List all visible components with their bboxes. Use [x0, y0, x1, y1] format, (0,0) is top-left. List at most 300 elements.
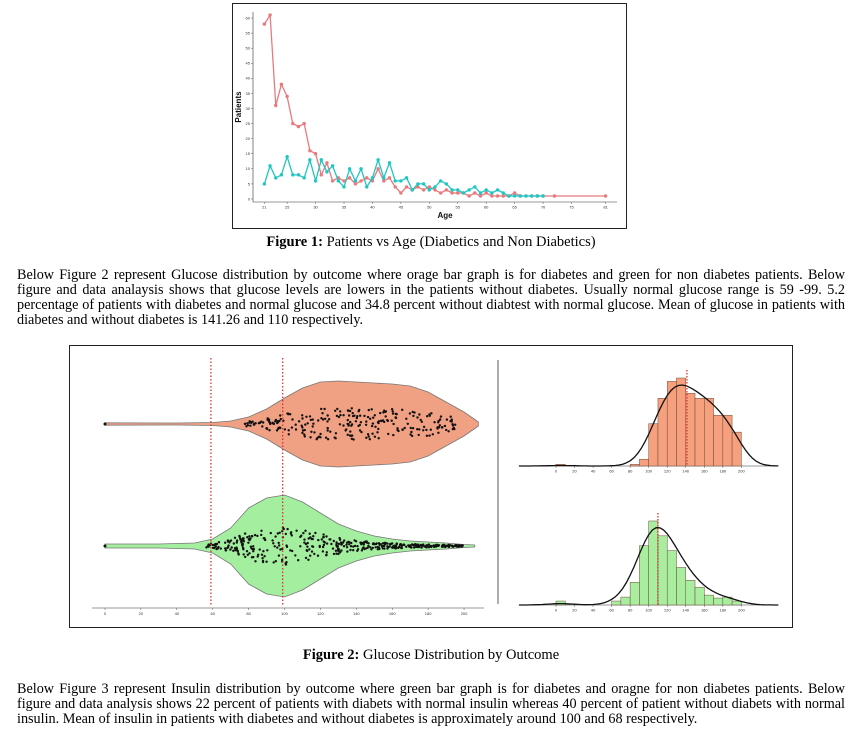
hist-x-tick-label: 20 — [572, 607, 577, 613]
swarm-dot-non-diabetes — [420, 546, 422, 548]
swarm-dot-non-diabetes — [339, 539, 341, 541]
hist-x-tick-label: 160 — [700, 607, 708, 613]
swarm-dot-non-diabetes — [259, 548, 261, 550]
swarm-dot-diabetes — [401, 428, 403, 430]
swarm-dot-non-diabetes — [216, 543, 218, 545]
swarm-dot-diabetes — [368, 435, 370, 437]
data-point — [314, 179, 317, 182]
swarm-dot-diabetes — [405, 418, 407, 420]
swarm-dot-diabetes — [372, 417, 374, 419]
swarm-dot-diabetes — [392, 423, 394, 425]
data-point — [604, 194, 607, 197]
swarm-dot-diabetes — [326, 420, 328, 422]
swarm-dot-non-diabetes — [230, 539, 232, 541]
swarm-dot-diabetes — [374, 414, 376, 416]
swarm-dot-diabetes — [319, 436, 321, 438]
histogram-bar — [723, 415, 732, 466]
swarm-dot-non-diabetes — [414, 543, 416, 545]
swarm-dot-non-diabetes — [430, 546, 432, 548]
violin-x-tick-label: 80 — [246, 611, 251, 616]
swarm-dot-diabetes — [276, 429, 278, 431]
hist-x-tick-label: 40 — [590, 607, 596, 613]
swarm-dot-non-diabetes — [252, 545, 254, 547]
swarm-dot-non-diabetes — [278, 544, 280, 546]
y-tick-label: 5 — [247, 181, 250, 187]
swarm-dot-diabetes — [374, 426, 376, 428]
swarm-dot-non-diabetes — [227, 539, 229, 541]
swarm-dot-non-diabetes — [246, 550, 248, 552]
swarm-dot-non-diabetes — [285, 533, 287, 535]
swarm-dot-non-diabetes — [265, 561, 267, 563]
swarm-dot-non-diabetes — [305, 557, 307, 559]
data-point — [376, 158, 379, 161]
x-tick-label: 30 — [313, 204, 318, 210]
swarm-dot-non-diabetes — [338, 548, 340, 550]
swarm-dot-non-diabetes — [378, 548, 380, 550]
swarm-dot-diabetes — [351, 423, 353, 425]
swarm-dot-diabetes — [323, 408, 325, 410]
data-point — [399, 179, 402, 182]
swarm-dot-non-diabetes — [367, 542, 369, 544]
swarm-dot-non-diabetes — [346, 546, 348, 548]
swarm-dot-diabetes — [249, 420, 251, 422]
swarm-dot-diabetes — [301, 414, 303, 416]
swarm-dot-non-diabetes — [346, 550, 348, 552]
data-point — [445, 182, 448, 185]
hist-x-tick-label: 140 — [682, 607, 690, 613]
swarm-dot-non-diabetes — [336, 543, 338, 545]
swarm-dot-diabetes — [387, 420, 389, 422]
swarm-dot-diabetes — [368, 409, 370, 411]
swarm-dot-non-diabetes — [272, 542, 274, 544]
x-axis-label: Age — [437, 211, 453, 220]
swarm-dot-diabetes — [272, 422, 274, 424]
data-point — [399, 191, 402, 194]
swarm-dot-diabetes — [385, 415, 387, 417]
histogram-bar — [676, 567, 685, 605]
hist-x-tick-label: 160 — [700, 468, 708, 474]
swarm-dot-diabetes — [249, 425, 251, 427]
swarm-dot-diabetes — [377, 422, 379, 424]
x-tick-label: 25 — [284, 204, 290, 210]
swarm-dot-non-diabetes — [378, 542, 380, 544]
swarm-dot-diabetes — [365, 424, 367, 426]
swarm-dot-non-diabetes — [399, 544, 401, 546]
data-point — [462, 191, 465, 194]
swarm-dot-non-diabetes — [317, 555, 319, 557]
data-point — [291, 122, 294, 125]
swarm-dot-non-diabetes — [383, 542, 385, 544]
swarm-dot-non-diabetes — [345, 544, 347, 546]
swarm-dot-non-diabetes — [278, 542, 280, 544]
data-point — [433, 185, 436, 188]
data-point — [467, 188, 470, 191]
violin-x-tick-label: 40 — [174, 611, 180, 616]
data-point — [274, 176, 277, 179]
swarm-dot-non-diabetes — [291, 534, 293, 536]
x-tick-label: 40 — [370, 204, 375, 210]
data-point — [285, 155, 288, 158]
swarm-dot-diabetes — [301, 417, 303, 419]
x-tick-label: 21 — [262, 204, 267, 210]
swarm-dot-diabetes — [382, 411, 384, 413]
y-tick-label: 15 — [245, 151, 250, 157]
data-point — [320, 158, 323, 161]
data-point — [456, 191, 459, 194]
swarm-dot-diabetes — [412, 427, 414, 429]
swarm-dot-diabetes — [446, 418, 448, 420]
swarm-dot-diabetes — [312, 423, 314, 425]
hist-x-tick-label: 0 — [554, 468, 558, 474]
hist-x-tick-label: 120 — [663, 468, 671, 474]
swarm-dot-diabetes — [310, 431, 312, 433]
data-point — [393, 185, 396, 188]
swarm-dot-non-diabetes — [241, 543, 243, 545]
swarm-dot-diabetes — [358, 410, 360, 412]
data-point — [428, 188, 431, 191]
swarm-dot-diabetes — [371, 433, 373, 435]
swarm-dot-non-diabetes — [244, 532, 246, 534]
swarm-dot-non-diabetes — [276, 546, 278, 548]
violin-x-tick-label: 140 — [352, 611, 360, 616]
data-point — [308, 149, 311, 152]
swarm-dot-diabetes — [365, 420, 367, 422]
x-tick-label: 50 — [427, 204, 432, 210]
data-point — [354, 179, 357, 182]
swarm-dot-diabetes — [428, 434, 430, 436]
histogram-bar — [658, 536, 667, 605]
swarm-dot-non-diabetes — [326, 542, 328, 544]
swarm-dot-diabetes — [351, 434, 353, 436]
swarm-dot-non-diabetes — [212, 544, 214, 546]
swarm-dot-non-diabetes — [319, 546, 321, 548]
swarm-dot-non-diabetes — [243, 553, 245, 555]
figure-1-caption-label: Figure 1: — [266, 234, 323, 250]
figure-2-caption-text: Glucose Distribution by Outcome — [359, 647, 560, 663]
swarm-dot-diabetes — [287, 412, 289, 414]
figure-2-caption-label: Figure 2: — [302, 647, 360, 663]
swarm-dot-non-diabetes — [397, 547, 399, 549]
swarm-dot-diabetes — [407, 423, 409, 425]
swarm-dot-diabetes — [351, 407, 353, 409]
swarm-dot-diabetes — [309, 415, 311, 417]
swarm-dot-diabetes — [324, 418, 326, 420]
data-point — [382, 176, 385, 179]
swarm-dot-diabetes — [260, 421, 262, 423]
data-point — [445, 188, 448, 191]
swarm-dot-non-diabetes — [383, 545, 385, 547]
swarm-dot-diabetes — [430, 412, 432, 414]
data-point — [439, 191, 442, 194]
swarm-dot-diabetes — [305, 416, 307, 418]
data-point — [484, 191, 487, 194]
swarm-dot-diabetes — [410, 427, 412, 429]
swarm-dot-diabetes — [444, 425, 446, 427]
swarm-dot-diabetes — [329, 431, 331, 433]
data-point — [479, 191, 482, 194]
swarm-dot-non-diabetes — [418, 545, 420, 547]
swarm-dot-diabetes — [325, 437, 327, 439]
swarm-dot-diabetes — [278, 420, 280, 422]
swarm-dot-non-diabetes — [335, 550, 337, 552]
swarm-dot-non-diabetes — [405, 546, 407, 548]
data-point — [348, 176, 351, 179]
data-point — [331, 164, 334, 167]
swarm-dot-non-diabetes — [246, 536, 248, 538]
swarm-dot-non-diabetes — [458, 545, 460, 547]
swarm-dot-non-diabetes — [248, 552, 250, 554]
histogram-bar — [695, 398, 704, 466]
data-point — [536, 194, 539, 197]
data-point — [393, 179, 396, 182]
swarm-dot-non-diabetes — [266, 549, 268, 551]
swarm-dot-non-diabetes — [285, 556, 287, 558]
swarm-dot-non-diabetes — [207, 546, 209, 548]
swarm-dot-non-diabetes — [356, 545, 358, 547]
swarm-dot-diabetes — [316, 438, 318, 440]
swarm-dot-diabetes — [436, 426, 438, 428]
x-tick-label: 70 — [540, 204, 546, 210]
swarm-dot-diabetes — [253, 423, 255, 425]
swarm-dot-non-diabetes — [451, 545, 453, 547]
swarm-dot-non-diabetes — [370, 548, 372, 550]
swarm-dot-diabetes — [391, 420, 393, 422]
swarm-dot-non-diabetes — [322, 536, 324, 538]
swarm-dot-non-diabetes — [367, 545, 369, 547]
swarm-dot-non-diabetes — [229, 548, 231, 550]
hist-x-tick-label: 140 — [682, 468, 690, 474]
swarm-dot-diabetes — [378, 437, 380, 439]
data-point — [376, 167, 379, 170]
swarm-dot-non-diabetes — [343, 545, 345, 547]
swarm-dot-diabetes — [298, 420, 300, 422]
violin-x-tick-label: 20 — [138, 611, 144, 616]
swarm-dot-non-diabetes — [435, 544, 437, 546]
swarm-dot-diabetes — [344, 429, 346, 431]
swarm-dot-non-diabetes — [312, 546, 314, 548]
swarm-dot-diabetes — [291, 418, 293, 420]
swarm-dot-diabetes — [327, 414, 329, 416]
swarm-dot-non-diabetes — [323, 544, 325, 546]
data-point — [314, 152, 317, 155]
swarm-dot-non-diabetes — [360, 543, 362, 545]
figure-1-caption-text: Patients vs Age (Diabetics and Non Diabetics) — [322, 234, 596, 250]
swarm-dot-non-diabetes — [322, 533, 324, 535]
swarm-dot-non-diabetes — [261, 554, 263, 556]
swarm-dot-diabetes — [416, 416, 418, 418]
swarm-dot-non-diabetes — [299, 536, 301, 538]
swarm-dot-non-diabetes — [247, 542, 249, 544]
histogram-bar — [676, 378, 685, 466]
swarm-dot-non-diabetes — [260, 534, 262, 536]
swarm-dot-diabetes — [433, 421, 435, 423]
swarm-dot-diabetes — [335, 432, 337, 434]
data-point — [502, 194, 505, 197]
y-tick-label: 50 — [245, 45, 250, 51]
swarm-dot-non-diabetes — [299, 545, 301, 547]
swarm-dot-non-diabetes — [395, 545, 397, 547]
swarm-dot-non-diabetes — [236, 541, 238, 543]
swarm-dot-non-diabetes — [338, 543, 340, 545]
data-point — [388, 176, 391, 179]
data-point — [359, 179, 362, 182]
swarm-dot-diabetes — [367, 416, 369, 418]
data-point — [359, 167, 362, 170]
y-tick-label: 10 — [245, 166, 250, 172]
hist-x-tick-label: 0 — [554, 607, 558, 613]
y-axis-label: Patients — [234, 91, 243, 123]
figure-2-caption — [0, 647, 862, 664]
swarm-dot-non-diabetes — [214, 545, 216, 547]
hist-x-tick-label: 120 — [663, 607, 671, 613]
swarm-dot-non-diabetes — [306, 546, 308, 548]
swarm-dot-diabetes — [301, 432, 303, 434]
swarm-dot-diabetes — [328, 418, 330, 420]
data-point — [507, 194, 510, 197]
swarm-dot-non-diabetes — [261, 557, 263, 559]
data-point — [513, 194, 516, 197]
swarm-dot-non-diabetes — [263, 555, 265, 557]
swarm-dot-diabetes — [453, 428, 455, 430]
swarm-dot-non-diabetes — [323, 540, 325, 542]
swarm-dot-non-diabetes — [220, 547, 222, 549]
x-tick-label: 60 — [483, 204, 489, 210]
data-point — [502, 191, 505, 194]
swarm-dot-diabetes — [327, 427, 329, 429]
swarm-dot-non-diabetes — [251, 556, 253, 558]
swarm-dot-non-diabetes — [350, 545, 352, 547]
swarm-dot-non-diabetes — [252, 548, 254, 550]
swarm-dot-non-diabetes — [312, 535, 314, 537]
swarm-dot-diabetes — [352, 412, 354, 414]
swarm-dot-non-diabetes — [291, 550, 293, 552]
swarm-dot-non-diabetes — [326, 551, 328, 553]
swarm-dot-non-diabetes — [234, 537, 236, 539]
swarm-dot-diabetes — [268, 429, 270, 431]
swarm-dot-diabetes — [342, 414, 344, 416]
swarm-dot-diabetes — [445, 429, 447, 431]
swarm-dot-diabetes — [348, 414, 350, 416]
data-point — [490, 194, 493, 197]
swarm-dot-non-diabetes — [353, 539, 355, 541]
swarm-dot-diabetes — [319, 433, 321, 435]
swarm-dot-non-diabetes — [249, 537, 251, 539]
swarm-dot-diabetes — [301, 425, 303, 427]
figure-2-chart — [69, 345, 793, 628]
swarm-dot-diabetes — [347, 424, 349, 426]
hist-x-tick-label: 100 — [645, 607, 653, 613]
swarm-dot-diabetes — [369, 418, 371, 420]
histogram-bar — [621, 597, 630, 605]
histogram-bar — [695, 587, 704, 605]
data-point — [422, 188, 425, 191]
swarm-dot-diabetes — [349, 434, 351, 436]
swarm-dot-diabetes — [376, 431, 378, 433]
swarm-dot-diabetes — [307, 422, 309, 424]
violin-x-tick-label: 100 — [281, 611, 288, 616]
swarm-dot-non-diabetes — [207, 543, 209, 545]
swarm-dot-non-diabetes — [352, 549, 354, 551]
swarm-dot-non-diabetes — [256, 535, 258, 537]
swarm-dot-non-diabetes — [275, 560, 277, 562]
y-tick-label: 20 — [245, 136, 250, 142]
violin-x-tick-label: 0 — [103, 611, 107, 616]
swarm-dot-diabetes — [374, 436, 376, 438]
swarm-dot-non-diabetes — [412, 544, 414, 546]
swarm-dot-diabetes — [409, 412, 411, 414]
data-point — [411, 188, 414, 191]
data-point — [433, 188, 436, 191]
swarm-dot-non-diabetes — [307, 559, 309, 561]
swarm-dot-diabetes — [347, 419, 349, 421]
swarm-dot-diabetes — [339, 410, 341, 412]
swarm-dot-diabetes — [447, 430, 449, 432]
swarm-dot-non-diabetes — [350, 542, 352, 544]
data-point — [263, 182, 266, 185]
swarm-dot-non-diabetes — [348, 543, 350, 545]
swarm-dot-non-diabetes — [372, 543, 374, 545]
swarm-dot-diabetes — [428, 413, 430, 415]
histogram-bar — [658, 398, 667, 466]
swarm-dot-non-diabetes — [274, 545, 276, 547]
histogram-bar — [639, 459, 648, 466]
swarm-dot-non-diabetes — [391, 546, 393, 548]
swarm-dot-diabetes — [352, 438, 354, 440]
y-tick-label: 30 — [245, 105, 250, 111]
swarm-dot-diabetes — [420, 419, 422, 421]
swarm-dot-non-diabetes — [428, 546, 430, 548]
swarm-dot-non-diabetes — [325, 554, 327, 556]
swarm-dot-diabetes — [349, 421, 351, 423]
swarm-dot-non-diabetes — [403, 543, 405, 545]
swarm-dot-non-diabetes — [297, 559, 299, 561]
swarm-dot-non-diabetes — [103, 545, 106, 548]
swarm-dot-diabetes — [449, 420, 451, 422]
swarm-dot-non-diabetes — [242, 548, 244, 550]
swarm-dot-diabetes — [371, 408, 373, 410]
figure-1-caption — [0, 234, 862, 251]
data-point — [450, 188, 453, 191]
data-point — [337, 179, 340, 182]
swarm-dot-diabetes — [379, 412, 381, 414]
violin-diabetes — [105, 381, 478, 467]
swarm-dot-non-diabetes — [231, 546, 233, 548]
y-tick-label: 40 — [245, 75, 250, 81]
swarm-dot-non-diabetes — [295, 530, 297, 532]
swarm-dot-non-diabetes — [260, 530, 262, 532]
swarm-dot-diabetes — [304, 435, 306, 437]
data-point — [302, 176, 305, 179]
swarm-dot-non-diabetes — [309, 536, 311, 538]
data-point — [280, 173, 283, 176]
swarm-dot-non-diabetes — [365, 547, 367, 549]
swarm-dot-diabetes — [438, 420, 440, 422]
hist-x-tick-label: 180 — [719, 607, 727, 613]
swarm-dot-diabetes — [349, 430, 351, 432]
swarm-dot-diabetes — [377, 428, 379, 430]
swarm-dot-non-diabetes — [302, 532, 304, 534]
data-point — [274, 104, 277, 107]
data-point — [473, 191, 476, 194]
swarm-dot-diabetes — [409, 433, 411, 435]
swarm-dot-non-diabetes — [215, 548, 217, 550]
swarm-dot-diabetes — [279, 426, 281, 428]
swarm-dot-diabetes — [452, 424, 454, 426]
swarm-dot-non-diabetes — [426, 545, 428, 547]
swarm-dot-diabetes — [336, 415, 338, 417]
y-tick-label: 35 — [245, 90, 250, 96]
x-tick-label: 65 — [512, 204, 517, 210]
